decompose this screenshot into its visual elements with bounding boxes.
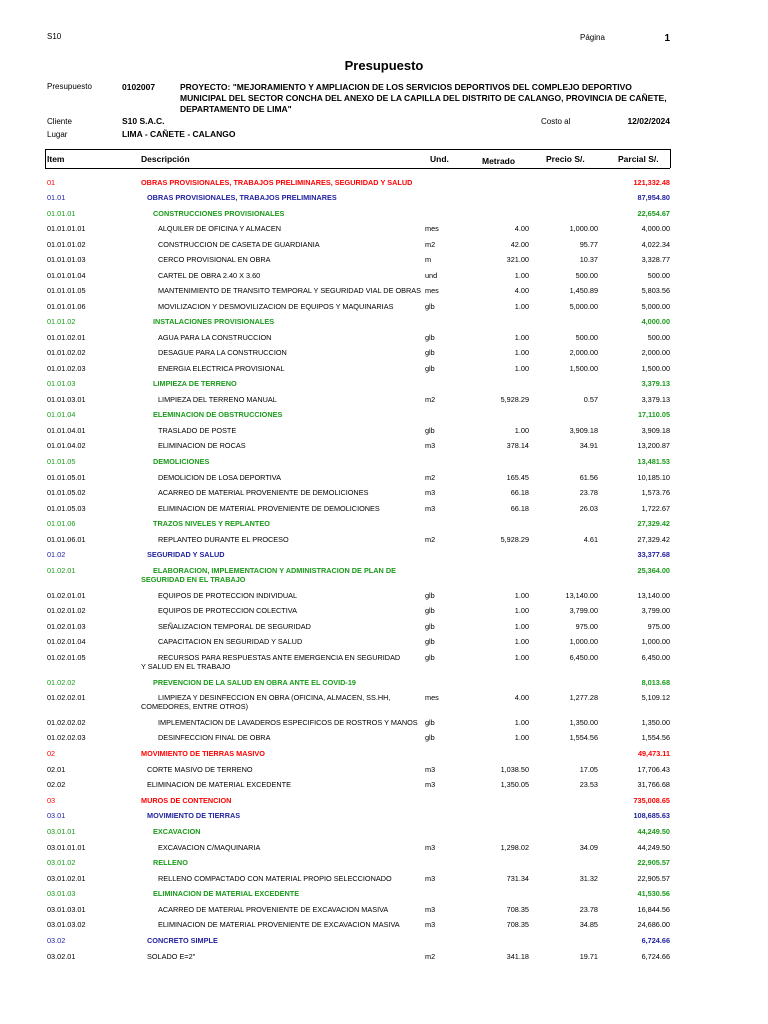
row-parcial: 6,450.00 <box>641 653 670 662</box>
row-parcial: 16,844.56 <box>637 905 670 914</box>
row-description: CAPACITACION EN SEGURIDAD Y SALUD <box>158 637 303 646</box>
row-parcial: 22,905.57 <box>637 858 670 867</box>
row-precio: 19.71 <box>579 952 598 961</box>
row-unit: m3 <box>425 874 436 883</box>
row-item-code: 01.02.02.01 <box>47 693 86 702</box>
row-description: LIMPIEZA Y DESINFECCION EN OBRA (OFICINA, ALMACEN, SS.HH, COMEDORES, ENTRE OTROS) <box>141 693 391 711</box>
row-parcial: 17,110.05 <box>637 410 670 419</box>
row-parcial: 3,909.18 <box>641 426 670 435</box>
row-unit: glb <box>425 718 435 727</box>
row-description: INSTALACIONES PROVISIONALES <box>153 317 275 326</box>
row-precio: 6,450.00 <box>569 653 598 662</box>
system-label: S10 <box>47 32 62 41</box>
row-item-code: 03.01.01.01 <box>47 843 86 852</box>
row-description: LIMPIEZA DEL TERRENO MANUAL <box>158 395 277 404</box>
row-unit: mes <box>425 224 439 233</box>
row-metrado: 1.00 <box>514 426 529 435</box>
row-metrado: 1,298.02 <box>500 843 529 852</box>
row-item-code: 01.01.04 <box>47 410 76 419</box>
row-precio: 2,000.00 <box>569 348 598 357</box>
row-unit: m2 <box>425 240 436 249</box>
row-unit: m3 <box>425 765 436 774</box>
row-precio: 1,000.00 <box>569 637 598 646</box>
row-metrado: 1.00 <box>514 637 529 646</box>
row-precio: 975.00 <box>575 622 598 631</box>
row-item-code: 01.02.02 <box>47 678 76 687</box>
row-description: ACARREO DE MATERIAL PROVENIENTE DE EXCAVACION MASIVA <box>158 905 389 914</box>
row-item-code: 01.02.01.03 <box>47 622 86 631</box>
costo-label: Costo al <box>541 117 571 126</box>
row-metrado: 1.00 <box>514 622 529 631</box>
row-unit: m2 <box>425 473 436 482</box>
row-item-code: 01.01.04.02 <box>47 441 86 450</box>
row-metrado: 341.18 <box>506 952 529 961</box>
row-description: LIMPIEZA DE TERRENO <box>153 379 237 388</box>
row-item-code: 01.02.01 <box>47 566 76 575</box>
row-parcial: 500.00 <box>647 271 670 280</box>
row-item-code: 03 <box>47 796 56 805</box>
costo-value: 12/02/2024 <box>627 116 670 126</box>
row-description: ACARREO DE MATERIAL PROVENIENTE DE DEMOLICIONES <box>158 488 369 497</box>
row-item-code: 01.01.01.06 <box>47 302 86 311</box>
row-parcial: 3,379.13 <box>641 379 670 388</box>
row-description: ALQUILER DE OFICINA Y ALMACEN <box>158 224 282 233</box>
row-metrado: 708.35 <box>506 920 529 929</box>
row-metrado: 1.00 <box>514 364 529 373</box>
row-parcial: 8,013.68 <box>641 678 670 687</box>
row-parcial: 27,329.42 <box>637 519 670 528</box>
row-description: ELIMINACION DE MATERIAL EXCEDENTE <box>153 889 300 898</box>
row-item-code: 01.01 <box>47 193 66 202</box>
row-description: SEGURIDAD Y SALUD <box>147 550 225 559</box>
row-precio: 3,799.00 <box>569 606 598 615</box>
row-parcial: 4,000.00 <box>641 317 670 326</box>
row-description: CORTE MASIVO DE TERRENO <box>147 765 253 774</box>
page-number: 1 <box>664 33 670 44</box>
row-precio: 34.09 <box>579 843 598 852</box>
row-precio: 1,350.00 <box>569 718 598 727</box>
row-parcial: 6,724.66 <box>641 936 670 945</box>
row-description: RELLENO <box>153 858 188 867</box>
row-item-code: 03.02 <box>47 936 66 945</box>
row-metrado: 1.00 <box>514 348 529 357</box>
row-precio: 4.61 <box>583 535 598 544</box>
row-parcial: 87,954.80 <box>637 193 670 202</box>
cliente-value: S10 S.A.C. <box>122 116 165 126</box>
row-item-code: 01.01.01.05 <box>47 286 86 295</box>
row-precio: 1,450.89 <box>569 286 598 295</box>
row-precio: 31.32 <box>579 874 598 883</box>
row-description: ELIMINACION DE ROCAS <box>158 441 246 450</box>
row-metrado: 66.18 <box>510 504 529 513</box>
row-metrado: 1,038.50 <box>500 765 529 774</box>
row-description: EXCAVACION C/MAQUINARIA <box>158 843 261 852</box>
row-parcial: 1,350.00 <box>641 718 670 727</box>
row-unit: glb <box>425 302 435 311</box>
row-parcial: 44,249.50 <box>637 827 670 836</box>
row-precio: 34.91 <box>579 441 598 450</box>
row-parcial: 4,022.34 <box>641 240 670 249</box>
row-parcial: 4,000.00 <box>641 224 670 233</box>
row-item-code: 01.02.01.04 <box>47 637 86 646</box>
row-unit: m3 <box>425 905 436 914</box>
row-description: DEMOLICIONES <box>153 457 210 466</box>
column-header-precio: Precio S/. <box>546 154 585 164</box>
row-unit: glb <box>425 622 435 631</box>
row-parcial: 3,328.77 <box>641 255 670 264</box>
row-unit: glb <box>425 653 435 662</box>
row-parcial: 31,766.68 <box>637 780 670 789</box>
row-description: SEÑALIZACION TEMPORAL DE SEGURIDAD <box>158 622 311 631</box>
row-precio: 23.78 <box>579 905 598 914</box>
row-parcial: 1,722.67 <box>641 504 670 513</box>
row-metrado: 1.00 <box>514 733 529 742</box>
row-item-code: 01.01.03 <box>47 379 76 388</box>
row-item-code: 01.02.01.01 <box>47 591 86 600</box>
row-item-code: 03.02.01 <box>47 952 76 961</box>
row-item-code: 03.01.03.01 <box>47 905 86 914</box>
project-description: PROYECTO: "MEJORAMIENTO Y AMPLIACION DE LOS SERVICIOS DEPORTIVOS DEL COMPLEJO DEPORTIVO MUNICIPAL DEL SECTOR CONCHA DEL ANEXO DE LA CAPILLA DEL DISTRITO DE CALANGO, PROVINCIA DE CAÑETE, DEPARTAMENTO DE LIMA" <box>180 82 667 114</box>
row-item-code: 02.02 <box>47 780 66 789</box>
row-item-code: 01.01.02 <box>47 317 76 326</box>
row-metrado: 731.34 <box>506 874 529 883</box>
row-precio: 1,554.56 <box>569 733 598 742</box>
row-item-code: 03.01.02.01 <box>47 874 86 883</box>
row-description: CARTEL DE OBRA 2.40 X 3.60 <box>158 271 261 280</box>
row-description: RELLENO COMPACTADO CON MATERIAL PROPIO SELECCIONADO <box>158 874 392 883</box>
row-parcial: 5,803.56 <box>641 286 670 295</box>
row-description: DEMOLICION DE LOSA DEPORTIVA <box>158 473 281 482</box>
row-parcial: 41,530.56 <box>637 889 670 898</box>
row-item-code: 03.01 <box>47 811 66 820</box>
row-unit: und <box>425 271 438 280</box>
row-metrado: 4.00 <box>514 224 529 233</box>
row-metrado: 1.00 <box>514 333 529 342</box>
row-parcial: 735,008.65 <box>633 796 670 805</box>
row-item-code: 03.01.02 <box>47 858 76 867</box>
row-parcial: 108,685.63 <box>633 811 670 820</box>
row-description: ELIMINACION DE MATERIAL PROVENIENTE DE DEMOLICIONES <box>158 504 380 513</box>
row-precio: 34.85 <box>579 920 598 929</box>
row-description: CERCO PROVISIONAL EN OBRA <box>158 255 271 264</box>
row-parcial: 1,000.00 <box>641 637 670 646</box>
row-unit: m3 <box>425 920 436 929</box>
row-description: EQUIPOS DE PROTECCION INDIVIDUAL <box>158 591 298 600</box>
row-precio: 1,277.28 <box>569 693 598 702</box>
row-precio: 95.77 <box>579 240 598 249</box>
row-precio: 3,909.18 <box>569 426 598 435</box>
row-parcial: 1,554.56 <box>641 733 670 742</box>
row-parcial: 44,249.50 <box>637 843 670 852</box>
row-metrado: 1.00 <box>514 271 529 280</box>
row-description: MOVIMIENTO DE TIERRAS <box>147 811 241 820</box>
row-item-code: 01.01.06 <box>47 519 76 528</box>
row-item-code: 01.01.01.04 <box>47 271 86 280</box>
row-description: IMPLEMENTACION DE LAVADEROS ESPECIFICOS DE ROSTROS Y MANOS <box>158 718 418 727</box>
row-precio: 10.37 <box>579 255 598 264</box>
row-precio: 1,500.00 <box>569 364 598 373</box>
row-parcial: 24,686.00 <box>637 920 670 929</box>
row-unit: glb <box>425 333 435 342</box>
page-label: Página <box>580 33 605 42</box>
row-parcial: 10,185.10 <box>637 473 670 482</box>
row-metrado: 42.00 <box>510 240 529 249</box>
row-unit: m2 <box>425 952 436 961</box>
row-description: ELABORACION, IMPLEMENTACION Y ADMINISTRACION DE PLAN DE SEGURIDAD EN EL TRABAJO <box>141 566 396 584</box>
row-description: CONSTRUCCIONES PROVISIONALES <box>153 209 285 218</box>
presupuesto-label: Presupuesto <box>47 82 92 91</box>
row-precio: 17.05 <box>579 765 598 774</box>
row-unit: m <box>425 255 432 264</box>
row-metrado: 1,350.05 <box>500 780 529 789</box>
row-precio: 500.00 <box>575 271 598 280</box>
row-description: PREVENCION DE LA SALUD EN OBRA ANTE EL COVID-19 <box>153 678 356 687</box>
row-unit: glb <box>425 637 435 646</box>
row-description: REPLANTEO DURANTE EL PROCESO <box>158 535 289 544</box>
row-metrado: 1.00 <box>514 302 529 311</box>
row-description: SOLADO E=2" <box>147 952 196 961</box>
row-parcial: 25,364.00 <box>637 566 670 575</box>
row-parcial: 5,000.00 <box>641 302 670 311</box>
row-unit: glb <box>425 733 435 742</box>
column-header-descripcion: Descripción <box>141 154 190 164</box>
row-unit: m3 <box>425 780 436 789</box>
row-unit: glb <box>425 364 435 373</box>
row-description: ELIMINACION DE MATERIAL PROVENIENTE DE EXCAVACION MASIVA <box>158 920 400 929</box>
row-unit: glb <box>425 591 435 600</box>
row-metrado: 1.00 <box>514 591 529 600</box>
row-description: RECURSOS PARA RESPUESTAS ANTE EMERGENCIA EN SEGURIDAD Y SALUD EN EL TRABAJO <box>141 653 401 671</box>
row-item-code: 01.01.02.03 <box>47 364 86 373</box>
row-description: ELEMINACION DE OBSTRUCCIONES <box>153 410 283 419</box>
row-precio: 5,000.00 <box>569 302 598 311</box>
row-item-code: 03.01.01 <box>47 827 76 836</box>
row-unit: m2 <box>425 395 436 404</box>
row-parcial: 5,109.12 <box>641 693 670 702</box>
row-metrado: 5,928.29 <box>500 535 529 544</box>
row-item-code: 03.01.03 <box>47 889 76 898</box>
row-parcial: 500.00 <box>647 333 670 342</box>
row-precio: 500.00 <box>575 333 598 342</box>
row-parcial: 2,000.00 <box>641 348 670 357</box>
row-metrado: 4.00 <box>514 286 529 295</box>
row-parcial: 3,799.00 <box>641 606 670 615</box>
row-item-code: 01.01.01.02 <box>47 240 86 249</box>
row-precio: 13,140.00 <box>565 591 598 600</box>
row-unit: m3 <box>425 504 436 513</box>
row-metrado: 4.00 <box>514 693 529 702</box>
row-description: CONSTRUCCION DE CASETA DE GUARDIANIA <box>158 240 320 249</box>
row-description: ENERGIA ELECTRICA PROVISIONAL <box>158 364 285 373</box>
row-unit: glb <box>425 348 435 357</box>
row-item-code: 01 <box>47 178 56 187</box>
row-item-code: 01.01.01.01 <box>47 224 86 233</box>
row-precio: 23.53 <box>579 780 598 789</box>
presupuesto-code: 0102007 <box>122 82 156 92</box>
column-header-und: Und. <box>430 154 449 164</box>
row-description: MOVILIZACION Y DESMOVILIZACION DE EQUIPOS Y MAQUINARIAS <box>158 302 394 311</box>
row-metrado: 321.00 <box>506 255 529 264</box>
row-unit: glb <box>425 606 435 615</box>
row-parcial: 121,332.48 <box>633 178 670 187</box>
row-parcial: 22,654.67 <box>637 209 670 218</box>
row-parcial: 13,481.53 <box>637 457 670 466</box>
row-parcial: 3,379.13 <box>641 395 670 404</box>
row-item-code: 02 <box>47 749 56 758</box>
row-item-code: 02.01 <box>47 765 66 774</box>
cliente-label: Cliente <box>47 117 72 126</box>
row-unit: mes <box>425 286 439 295</box>
row-description: AGUA PARA LA CONSTRUCCION <box>158 333 272 342</box>
row-parcial: 13,140.00 <box>637 591 670 600</box>
row-precio: 26.03 <box>579 504 598 513</box>
row-description: OBRAS PROVISIONALES, TRABAJOS PRELIMINARES <box>147 193 337 202</box>
row-parcial: 33,377.68 <box>637 550 670 559</box>
row-precio: 61.56 <box>579 473 598 482</box>
row-unit: m3 <box>425 843 436 852</box>
row-unit: m2 <box>425 535 436 544</box>
row-description: TRAZOS NIVELES Y REPLANTEO <box>153 519 270 528</box>
row-item-code: 01.02.01.05 <box>47 653 86 662</box>
document-title: Presupuesto <box>344 58 424 73</box>
column-header-item: Item <box>47 154 65 164</box>
row-item-code: 01.02 <box>47 550 66 559</box>
row-metrado: 5,928.29 <box>500 395 529 404</box>
row-item-code: 01.02.01.02 <box>47 606 86 615</box>
row-precio: 1,000.00 <box>569 224 598 233</box>
row-description: TRASLADO DE POSTE <box>158 426 237 435</box>
row-description: MOVIMIENTO DE TIERRAS MASIVO <box>141 749 265 758</box>
row-metrado: 1.00 <box>514 653 529 662</box>
row-description: OBRAS PROVISIONALES, TRABAJOS PRELIMINARES, SEGURIDAD Y SALUD <box>141 178 413 187</box>
row-unit: mes <box>425 693 439 702</box>
row-description: MUROS DE CONTENCION <box>141 796 232 805</box>
row-item-code: 03.01.03.02 <box>47 920 86 929</box>
row-precio: 23.78 <box>579 488 598 497</box>
lugar-value: LIMA - CAÑETE - CALANGO <box>122 129 236 139</box>
row-metrado: 1.00 <box>514 606 529 615</box>
row-parcial: 27,329.42 <box>637 535 670 544</box>
row-precio: 0.57 <box>583 395 598 404</box>
row-item-code: 01.01.06.01 <box>47 535 86 544</box>
row-parcial: 13,200.87 <box>637 441 670 450</box>
row-description: CONCRETO SIMPLE <box>147 936 218 945</box>
row-unit: m3 <box>425 488 436 497</box>
row-item-code: 01.02.02.03 <box>47 733 86 742</box>
row-item-code: 01.01.05.03 <box>47 504 86 513</box>
row-parcial: 6,724.66 <box>641 952 670 961</box>
row-item-code: 01.01.01 <box>47 209 76 218</box>
row-description: ELIMINACION DE MATERIAL EXCEDENTE <box>147 780 291 789</box>
row-metrado: 66.18 <box>510 488 529 497</box>
row-description: MANTENIMIENTO DE TRANSITO TEMPORAL Y SEGURIDAD VIAL DE OBRAS <box>158 286 422 295</box>
row-metrado: 708.35 <box>506 905 529 914</box>
row-item-code: 01.01.01.03 <box>47 255 86 264</box>
row-item-code: 01.01.02.02 <box>47 348 86 357</box>
row-parcial: 1,573.76 <box>641 488 670 497</box>
row-metrado: 378.14 <box>506 441 529 450</box>
row-item-code: 01.01.03.01 <box>47 395 86 404</box>
row-item-code: 01.01.02.01 <box>47 333 86 342</box>
row-item-code: 01.01.04.01 <box>47 426 86 435</box>
row-unit: glb <box>425 426 435 435</box>
row-metrado: 165.45 <box>506 473 529 482</box>
row-parcial: 17,706.43 <box>637 765 670 774</box>
row-description: DESINFECCION FINAL DE OBRA <box>158 733 271 742</box>
row-parcial: 975.00 <box>647 622 670 631</box>
column-header-metrado: Metrado <box>482 156 516 166</box>
lugar-label: Lugar <box>47 130 68 139</box>
row-metrado: 1.00 <box>514 718 529 727</box>
row-item-code: 01.01.05.01 <box>47 473 86 482</box>
row-item-code: 01.02.02.02 <box>47 718 86 727</box>
row-description: EXCAVACION <box>153 827 201 836</box>
row-unit: m3 <box>425 441 436 450</box>
row-item-code: 01.01.05 <box>47 457 76 466</box>
row-parcial: 49,473.11 <box>637 749 670 758</box>
row-parcial: 1,500.00 <box>641 364 670 373</box>
column-header-parcial: Parcial S/. <box>618 154 659 164</box>
row-parcial: 22,905.57 <box>637 874 670 883</box>
row-description: DESAGUE PARA LA CONSTRUCCION <box>158 348 287 357</box>
row-item-code: 01.01.05.02 <box>47 488 86 497</box>
row-description: EQUIPOS DE PROTECCION COLECTIVA <box>158 606 297 615</box>
